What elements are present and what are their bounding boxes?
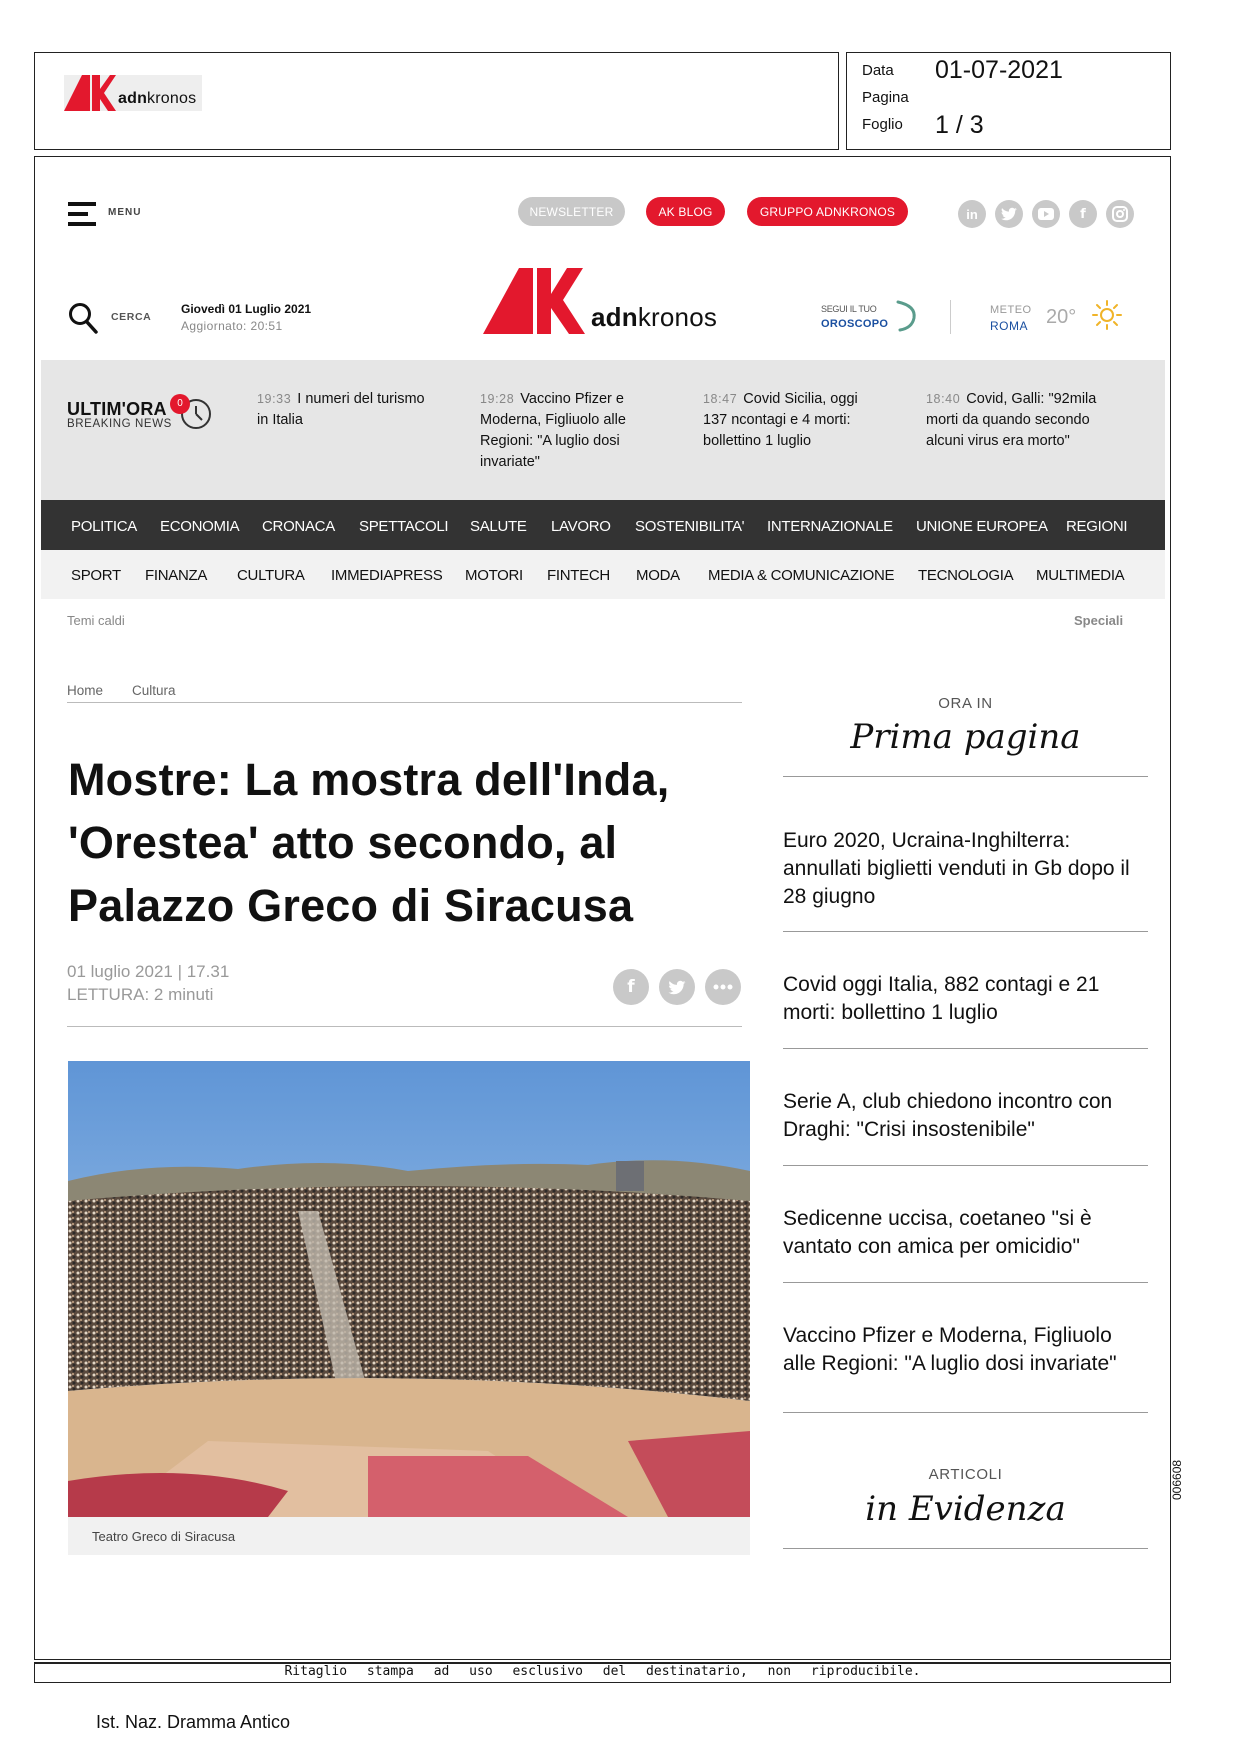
sidebar-item[interactable]: Vaccino Pfizer e Moderna, Figliuolo alle Regioni: "A luglio dosi invariate" — [783, 1324, 1117, 1375]
twitter-icon[interactable] — [659, 969, 695, 1005]
sidebar-divider — [783, 931, 1148, 932]
sidebar-item[interactable]: Serie A, club chiedono incontro con Draghi: "Crisi insostenibile" — [783, 1090, 1113, 1141]
sidebar-title-in-evidenza: in Evidenza — [865, 1489, 1066, 1529]
meteo-city[interactable]: ROMA — [990, 319, 1028, 333]
header-divider — [950, 300, 951, 334]
facebook-icon[interactable]: f — [613, 969, 649, 1005]
foglio-label: Foglio — [862, 116, 903, 133]
sidebar-divider — [783, 1165, 1148, 1166]
ak-blog-button[interactable]: AK BLOG — [646, 197, 725, 226]
nav-sostenibilita[interactable]: SOSTENIBILITA' — [635, 518, 745, 535]
foglio-value: 1 / 3 — [935, 111, 984, 139]
header-date: Giovedì 01 Luglio 2021 — [181, 302, 312, 316]
sidebar-item[interactable]: Covid oggi Italia, 882 contagi e 21 morti: bollettino 1 luglio — [783, 973, 1100, 1024]
ak-logo-icon — [483, 268, 585, 334]
breaking-item[interactable]: 18:40 Covid, Galli: "92mila morti da quando secondo alcuni virus era morto" — [926, 391, 1097, 449]
clipping-logo-word: adnkronos — [118, 90, 197, 107]
breaking-item[interactable]: 19:28 Vaccino Pfizer e Moderna, Figliuolo alle Regioni: "A luglio dosi invariate" — [480, 391, 626, 470]
data-value: 01-07-2021 — [935, 56, 1063, 84]
meta-divider — [67, 1026, 742, 1027]
breadcrumb-home[interactable]: Home — [67, 683, 104, 698]
instagram-icon[interactable] — [1106, 200, 1134, 228]
youtube-icon[interactable] — [1032, 200, 1060, 228]
breaking-title: ULTIM'ORA — [67, 399, 167, 419]
sidebar-divider — [783, 776, 1148, 777]
nav-media-comunicazione[interactable]: MEDIA & COMUNICAZIONE — [708, 567, 895, 584]
nav-cronaca[interactable]: CRONACA — [262, 518, 335, 535]
nav-fintech[interactable]: FINTECH — [547, 567, 610, 584]
article-title: Mostre: La mostra dell'Inda, 'Orestea' atto secondo, al Palazzo Greco di Siracusa — [68, 754, 670, 931]
document-code: 006608 — [1170, 1459, 1184, 1500]
nav-motori[interactable]: MOTORI — [465, 567, 523, 584]
theatre-photo — [68, 1061, 750, 1517]
gruppo-adnkronos-button[interactable]: GRUPPO ADNKRONOS — [747, 197, 908, 226]
nav-immediapress[interactable]: IMMEDIAPRESS — [331, 567, 443, 584]
clipping-logo — [64, 75, 202, 111]
article-photo — [68, 1061, 750, 1517]
oroscopo-link[interactable]: OROSCOPO — [821, 318, 889, 330]
nav-multimedia[interactable]: MULTIMEDIA — [1036, 567, 1125, 584]
sidebar-title-prima-pagina: Prima pagina — [850, 717, 1081, 757]
newsletter-button[interactable]: NEWSLETTER — [518, 197, 625, 226]
nav-sport[interactable]: SPORT — [71, 567, 121, 584]
sidebar-kicker-articoli: ARTICOLI — [928, 1466, 1003, 1483]
client-name: Ist. Naz. Dramma Antico — [96, 1712, 291, 1732]
meteo-label: METEO — [990, 304, 1032, 316]
main-logo[interactable] — [483, 268, 717, 334]
search-label[interactable]: CERCA — [111, 311, 152, 323]
header-updated: Aggiornato: 20:51 — [181, 319, 283, 333]
facebook-icon[interactable]: f — [1069, 200, 1097, 228]
nav-unione-europea[interactable]: UNIONE EUROPEA — [916, 518, 1048, 535]
breaking-item[interactable]: 19:33 I numeri del turismo in Italia — [257, 391, 425, 428]
breadcrumb-cultura[interactable]: Cultura — [132, 683, 176, 698]
menu-label[interactable]: MENU — [108, 207, 142, 218]
sidebar-item[interactable]: Sedicenne uccisa, coetaneo "si è vantato con amica per omicidio" — [783, 1207, 1092, 1258]
sidebar-divider — [783, 1412, 1148, 1413]
linkedin-icon[interactable]: in — [958, 200, 986, 228]
speciali[interactable]: Speciali — [1074, 613, 1124, 628]
hamburger-menu-icon[interactable] — [68, 202, 96, 226]
nav-salute[interactable]: SALUTE — [470, 518, 527, 535]
breaking-badge: 0 — [177, 398, 183, 409]
reading-time: LETTURA: 2 minuti — [67, 985, 214, 1004]
search-icon[interactable] — [68, 302, 98, 334]
temi-caldi[interactable]: Temi caldi — [67, 613, 125, 628]
breadcrumb-divider — [67, 702, 742, 703]
sidebar-item[interactable]: Euro 2020, Ucraina-Inghilterra: annullati biglietti venduti in Gb dopo il 28 giugno — [783, 829, 1130, 908]
nav-finanza[interactable]: FINANZA — [145, 567, 208, 584]
main-logo-word: adnkronos — [591, 301, 718, 332]
meteo-temperature: 20° — [1046, 306, 1077, 328]
breaking-subtitle: BREAKING NEWS — [67, 418, 172, 430]
nav-tecnologia[interactable]: TECNOLOGIA — [918, 567, 1014, 584]
disclaimer-text: Ritaglio stampa ad uso esclusivo del destinatario, non riproducibile. — [284, 1664, 921, 1679]
article-date: 01 luglio 2021 | 17.31 — [67, 962, 230, 981]
twitter-icon[interactable] — [995, 200, 1023, 228]
sidebar-divider — [783, 1048, 1148, 1049]
nav-regioni[interactable]: REGIONI — [1066, 518, 1128, 535]
nav-politica[interactable]: POLITICA — [71, 518, 137, 535]
nav-economia[interactable]: ECONOMIA — [160, 518, 240, 535]
sun-icon — [1092, 300, 1122, 330]
pagina-label: Pagina — [862, 89, 909, 106]
sidebar-divider — [783, 1548, 1148, 1549]
sidebar-kicker-ora-in: ORA IN — [938, 695, 993, 712]
data-label: Data — [862, 62, 894, 79]
nav-lavoro[interactable]: LAVORO — [551, 518, 611, 535]
nav-moda[interactable]: MODA — [636, 567, 680, 584]
nav-cultura[interactable]: CULTURA — [237, 567, 305, 584]
sidebar-divider — [783, 1282, 1148, 1283]
more-icon[interactable] — [705, 969, 741, 1005]
nav-internazionale[interactable]: INTERNAZIONALE — [767, 518, 893, 535]
oroscopo-top[interactable]: SEGUI IL TUO — [821, 304, 877, 314]
moon-icon — [888, 300, 920, 332]
ak-logo-icon — [64, 75, 116, 111]
photo-caption: Teatro Greco di Siracusa — [92, 1529, 236, 1544]
nav-spettacoli[interactable]: SPETTACOLI — [359, 518, 449, 535]
breaking-item[interactable]: 18:47 Covid Sicilia, oggi 137 ncontagi e 4 morti: bollettino 1 luglio — [703, 391, 858, 449]
